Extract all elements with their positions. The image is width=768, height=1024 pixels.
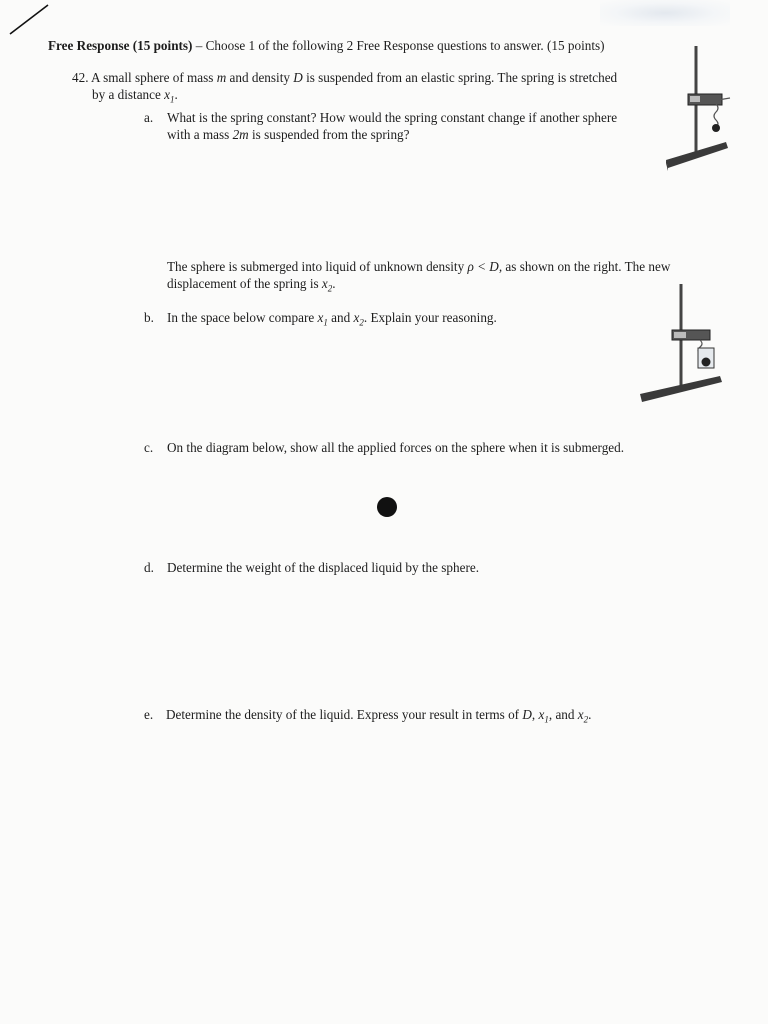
q42-period: . [174,87,178,102]
question-42-line1 [72,70,617,86]
part-e-x2: x [577,707,584,722]
part-b-label: b. [144,310,154,325]
part-e-text [166,707,591,725]
free-body-sphere [377,497,397,517]
part-a-text: with a mass [167,127,233,142]
submerge-var-x: x [321,276,328,291]
part-b-sub2: 2 [359,317,364,328]
part-b-x1: x [317,310,324,325]
part-e-sub1: 1 [544,714,549,725]
part-e-sub2: 2 [583,714,589,725]
part-b-sub1: 1 [323,317,328,328]
submerge-text-3: displacement of the spring is [167,276,322,291]
part-e-period: . [588,707,592,722]
submerge-period: . [332,276,336,291]
part-e-label: e. [144,707,154,722]
spring-stand-illustration [660,42,765,174]
submerge-text-1: The sphere is submerged into liquid of unknown density [167,259,468,274]
part-a-text-end: is suspended from the spring? [248,127,410,142]
check-mark [6,2,52,36]
part-c-label: c. [144,440,154,455]
part-d-text: Determine the weight of the displaced liquid by the sphere. [167,560,480,575]
submerge-text-2: as shown on the right. The new [502,259,671,274]
part-e-comma2: , and [548,707,578,722]
part-a-mass: 2m [232,127,249,142]
header-title: Free Response (15 points) [48,38,193,53]
q42-var-D: D [293,70,303,85]
part-e-comma1: , [531,707,539,722]
part-d-label: d. [144,560,154,575]
q42-var-m: m [216,70,227,85]
part-e-text-1: Determine the density of the liquid. Express your result in terms of [166,707,523,722]
part-c-text: On the diagram below, show all the applied forces on the sphere when it is submerged. [167,440,625,455]
part-a-line1: What is the spring constant? How would the spring constant change if another sphere [167,110,618,125]
submerge-sub-2: 2 [327,283,333,294]
submerged-stand-illustration [636,282,748,406]
submerge-line2 [167,276,336,294]
q42-text-1: 42. A small sphere of mass [72,70,217,85]
submerge-line1 [167,259,670,275]
scan-smudge [600,0,730,26]
q42-sub-1: 1 [170,94,175,105]
q42-var-x: x [164,87,170,102]
part-b-text-1: In the space below compare [167,310,318,325]
q42-text-4: by a distance [92,87,165,102]
part-a-label: a. [144,110,154,125]
header-instructions: – Choose 1 of the following 2 Free Response questions to answer. (15 points) [192,38,605,53]
part-e-x1: x [538,707,545,722]
part-b-text-2: . Explain your reasoning. [363,310,497,325]
part-b-x2: x [353,310,360,325]
question-42-line2 [92,87,178,105]
submerge-rho: ρ < D, [467,259,503,274]
part-a-line2 [167,127,410,143]
section-header [48,38,605,54]
part-b-text [167,310,497,328]
q42-text-3: is suspended from an elastic spring. The spring is stretched [302,70,618,85]
q42-text-2: and density [226,70,294,85]
part-b-and: and [327,310,354,325]
part-e-D: D [522,707,532,722]
